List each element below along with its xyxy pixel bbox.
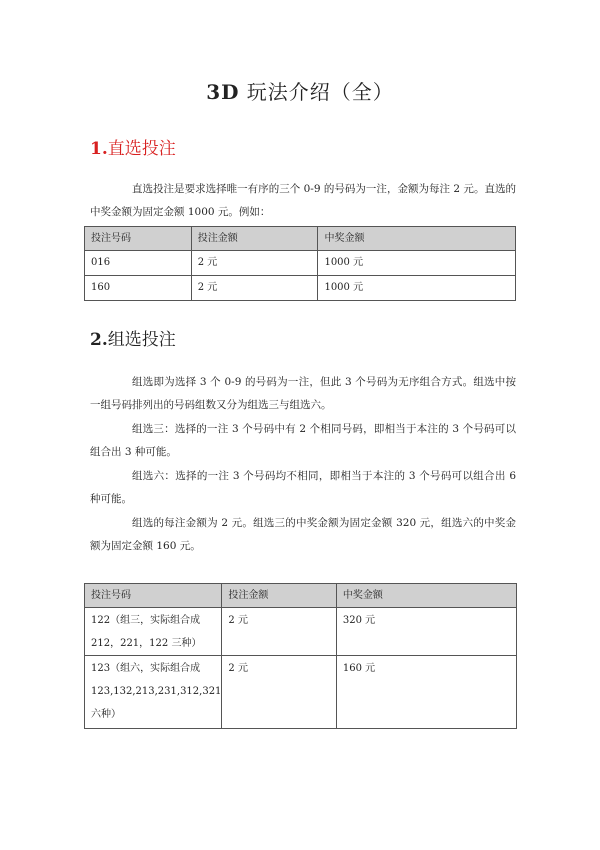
title-prefix: 3D xyxy=(206,80,240,104)
table-row xyxy=(85,608,517,656)
table-cell: 320 元 xyxy=(336,608,516,656)
table-cell: 1000 元 xyxy=(318,251,516,276)
page-title xyxy=(0,76,600,105)
section-2-paragraph: 组选的每注金额为 2 元。组选三的中奖金额为固定金额 320 元，组选六的中奖金额为固定金额 160 元。 xyxy=(90,517,516,552)
table-cell: 160 元 xyxy=(336,656,516,729)
table-cell: 2 元 xyxy=(222,656,336,729)
section-2-paragraph: 组选三：选择的一注 3 个号码中有 2 个相同号码，即相当于本注的 3 个号码可以组合出 3 种可能。 xyxy=(90,423,516,458)
table-cell: 1000 元 xyxy=(318,276,516,301)
table-header-cell: 投注号码 xyxy=(85,584,222,608)
table-row xyxy=(85,251,516,276)
section-2-paragraph: 组选六：选择的一注 3 个号码均不相同，即相当于本注的 3 个号码可以组合出 6 种可能。 xyxy=(90,470,516,505)
table-header-cell: 投注金额 xyxy=(191,227,318,251)
section-1-heading xyxy=(90,134,176,159)
table-cell: 123（组六，实际组合成 123,132,213,231,312,321 六种） xyxy=(85,656,222,729)
table-cell: 2 元 xyxy=(191,276,318,301)
table-header-cell: 中奖金额 xyxy=(318,227,516,251)
table-row xyxy=(85,656,517,729)
table-cell: 2 元 xyxy=(222,608,336,656)
section-1-title: 直选投注 xyxy=(107,139,176,159)
table-cell: 122（组三，实际组合成 212，221，122 三种） xyxy=(85,608,222,656)
group-bet-table xyxy=(84,583,517,729)
section-2-paragraph: 组选即为选择 3 个 0-9 的号码为一注，但此 3 个号码为无序组合方式。组选中按一组号码排列出的号码组数又分为组选三与组选六。 xyxy=(90,376,516,411)
section-2-heading xyxy=(90,325,176,350)
table-header-row xyxy=(85,227,516,251)
section-1-number: 1. xyxy=(90,139,108,159)
table-cell: 160 xyxy=(85,276,192,301)
table-header-cell: 中奖金额 xyxy=(336,584,516,608)
table-header-row xyxy=(85,584,517,608)
table-header-cell: 投注金额 xyxy=(222,584,336,608)
section-1-paragraph: 直选投注是要求选择唯一有序的三个 0-9 的号码为一注，金额为每注 2 元。直选的中奖金额为固定金额 1000 元。例如： xyxy=(90,183,516,218)
direct-bet-table xyxy=(84,226,516,301)
table-cell: 2 元 xyxy=(191,251,318,276)
title-rest: 玩法介绍（全） xyxy=(239,80,394,104)
section-2-title: 组选投注 xyxy=(107,330,176,350)
table-row xyxy=(85,276,516,301)
section-2-number: 2. xyxy=(90,330,108,350)
table-cell: 016 xyxy=(85,251,192,276)
table-header-cell: 投注号码 xyxy=(85,227,192,251)
